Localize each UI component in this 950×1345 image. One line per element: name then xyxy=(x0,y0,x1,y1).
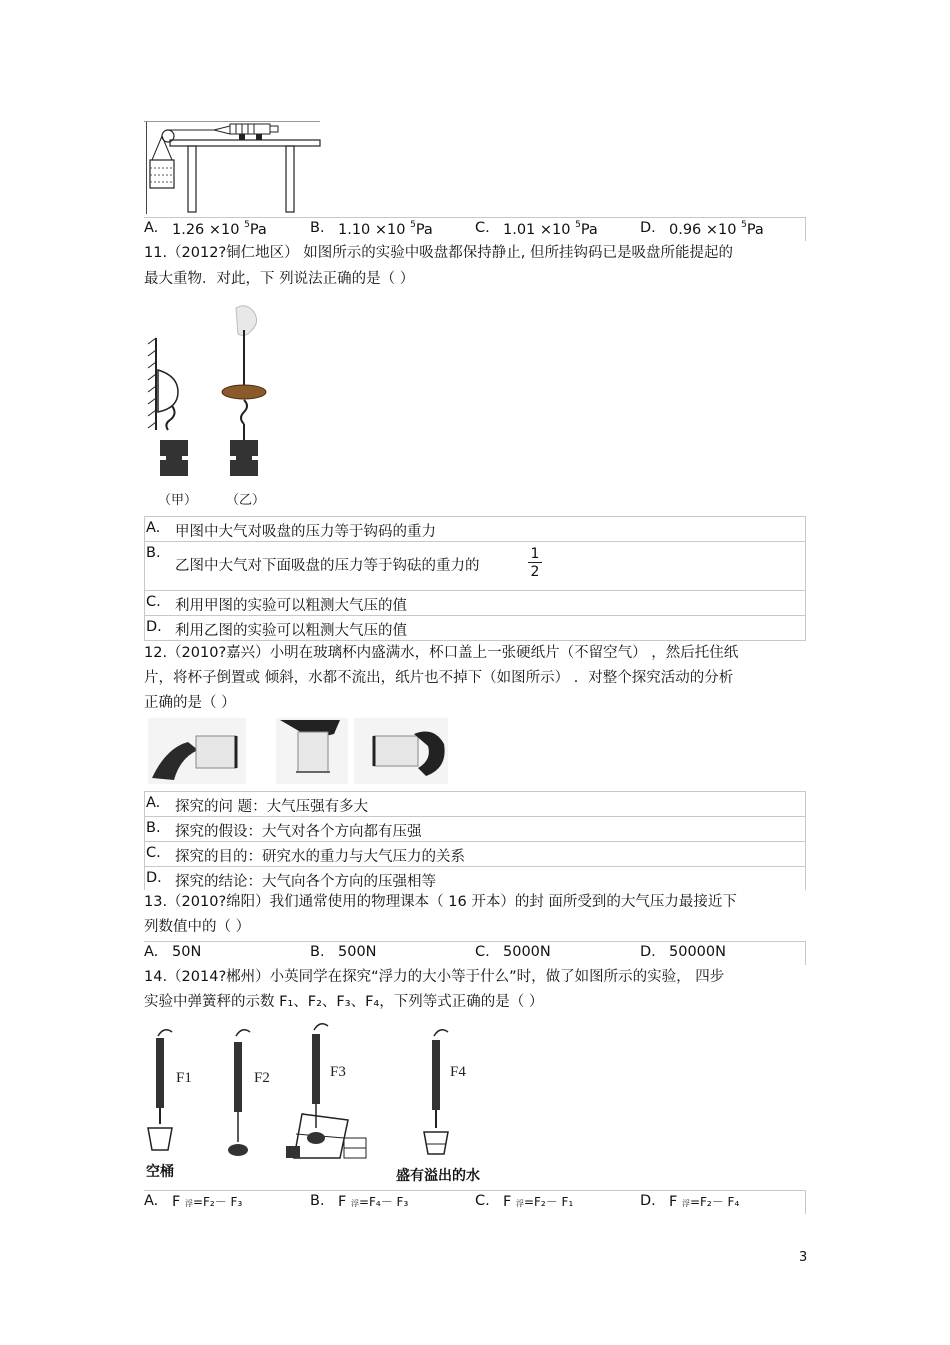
q13-option-c[interactable]: 5000N xyxy=(503,944,551,960)
q13-option-b[interactable]: 500N xyxy=(338,944,377,960)
q13-stem-line2: 列数值中的（ ） xyxy=(144,919,251,935)
q13-option-a[interactable]: 50N xyxy=(172,944,202,960)
q13-option-d[interactable]: 50000N xyxy=(669,944,726,960)
q10-options-row xyxy=(144,217,806,241)
q12-option-a[interactable]: A. 探究的问 题：大气压强有多大 xyxy=(144,791,806,817)
caption-overflow-water: 盛有溢出的水 xyxy=(396,1168,480,1184)
spring-scale-figure xyxy=(144,1020,494,1188)
q14-options-row: A. F 浮=F₂－ F₃ B. F 浮=F₄－ F₃ C. F 浮=F₂－ F₁ D. F 浮=F₂－ F₄ xyxy=(144,1190,806,1214)
q13-stem-line1: 13.（2010?绵阳）我们通常使用的物理课本（ 16 开本）的封 面所受到的大气压力最接近下 xyxy=(144,894,737,910)
q10-option-c-letter: C. xyxy=(475,220,490,236)
syringe-table-figure xyxy=(144,120,322,216)
q12-stem-line3: 正确的是（ ） xyxy=(144,695,236,711)
q14-stem-line2: 实验中弹簧秤的示数 F₁、F₂、F₃、F₄，下列等式正确的是（ ） xyxy=(144,994,544,1010)
fraction-half: 1 2 xyxy=(528,546,542,581)
q10-option-a[interactable]: 1.26 ×10 $^5$Pa xyxy=(172,220,267,238)
f1-label: F1 xyxy=(176,1070,192,1086)
q14-option-a[interactable]: F 浮=F₂－ F₃ xyxy=(172,1194,243,1210)
q10-option-b-letter: B. xyxy=(310,220,325,236)
q14-option-b[interactable]: F 浮=F₄－ F₃ xyxy=(338,1194,409,1210)
q12-stem-line2: 片，将杯子倒置或 倾斜，水都不流出，纸片也不掉下（如图所示） ．对整个探究活动的分析 xyxy=(144,670,734,686)
q10-option-b[interactable]: 1.10 ×10 $^5$Pa xyxy=(338,220,433,238)
q10-option-a-letter: A. xyxy=(144,220,159,236)
fig-label-jia: （甲） xyxy=(158,493,198,508)
f3-label: F3 xyxy=(330,1064,346,1080)
caption-empty-bucket: 空桶 xyxy=(146,1164,174,1180)
q14-option-c[interactable]: F 浮=F₂－ F₁ xyxy=(503,1194,574,1210)
q14-stem-line1: 14.（2014?郴州）小英同学在探究“浮力的大小等于什么”时，做了如图所示的实验， 四步 xyxy=(144,969,725,985)
q13-options-row: A. 50N B. 500N C. 5000N D. 50000N xyxy=(144,941,806,965)
q12-option-c[interactable]: C. 探究的目的：研究水的重力与大气压力的关系 xyxy=(144,841,806,867)
q14-option-d[interactable]: F 浮=F₂－ F₄ xyxy=(669,1194,740,1210)
page-number: 3 xyxy=(799,1250,808,1265)
q10-option-c[interactable]: 1.01 ×10 $^5$Pa xyxy=(503,220,598,238)
q11-stem-line2: 最大重物．对此，下 列说法正确的是（ ） xyxy=(144,271,415,287)
q11-option-a[interactable]: A. 甲图中大气对吸盘的压力等于钩码的重力 xyxy=(144,516,806,542)
suction-cup-figure xyxy=(144,300,284,490)
q11-option-d[interactable]: D. 利用乙图的实验可以粗测大气压的值 xyxy=(144,615,806,641)
q11-stem-line1: 11.（2012?铜仁地区） 如图所示的实验中吸盘都保持静止, 但所挂钩码已是吸盘所能提起的 xyxy=(144,245,733,261)
f2-label: F2 xyxy=(254,1070,270,1086)
fig-label-yi: （乙） xyxy=(226,493,266,508)
q12-stem-line1: 12.（2010?嘉兴）小明在玻璃杯内盛满水，杯口盖上一张硬纸片（不留空气） ，然后托住纸 xyxy=(144,645,739,661)
q11-option-c[interactable]: C. 利用甲图的实验可以粗测大气压的值 xyxy=(144,590,806,616)
q10-option-d[interactable]: 0.96 ×10 $^5$Pa xyxy=(669,220,764,238)
q12-option-d[interactable]: D. 探究的结论：大气向各个方向的压强相等 xyxy=(144,866,806,890)
inverted-cup-photos xyxy=(148,718,448,786)
f4-label: F4 xyxy=(450,1064,466,1080)
q12-option-b[interactable]: B. 探究的假设：大气对各个方向都有压强 xyxy=(144,816,806,842)
q11-option-b[interactable]: B. 乙图中大气对下面吸盘的压力等于钩砝的重力的 1 2 xyxy=(144,541,806,591)
q10-option-d-letter: D. xyxy=(640,220,656,236)
